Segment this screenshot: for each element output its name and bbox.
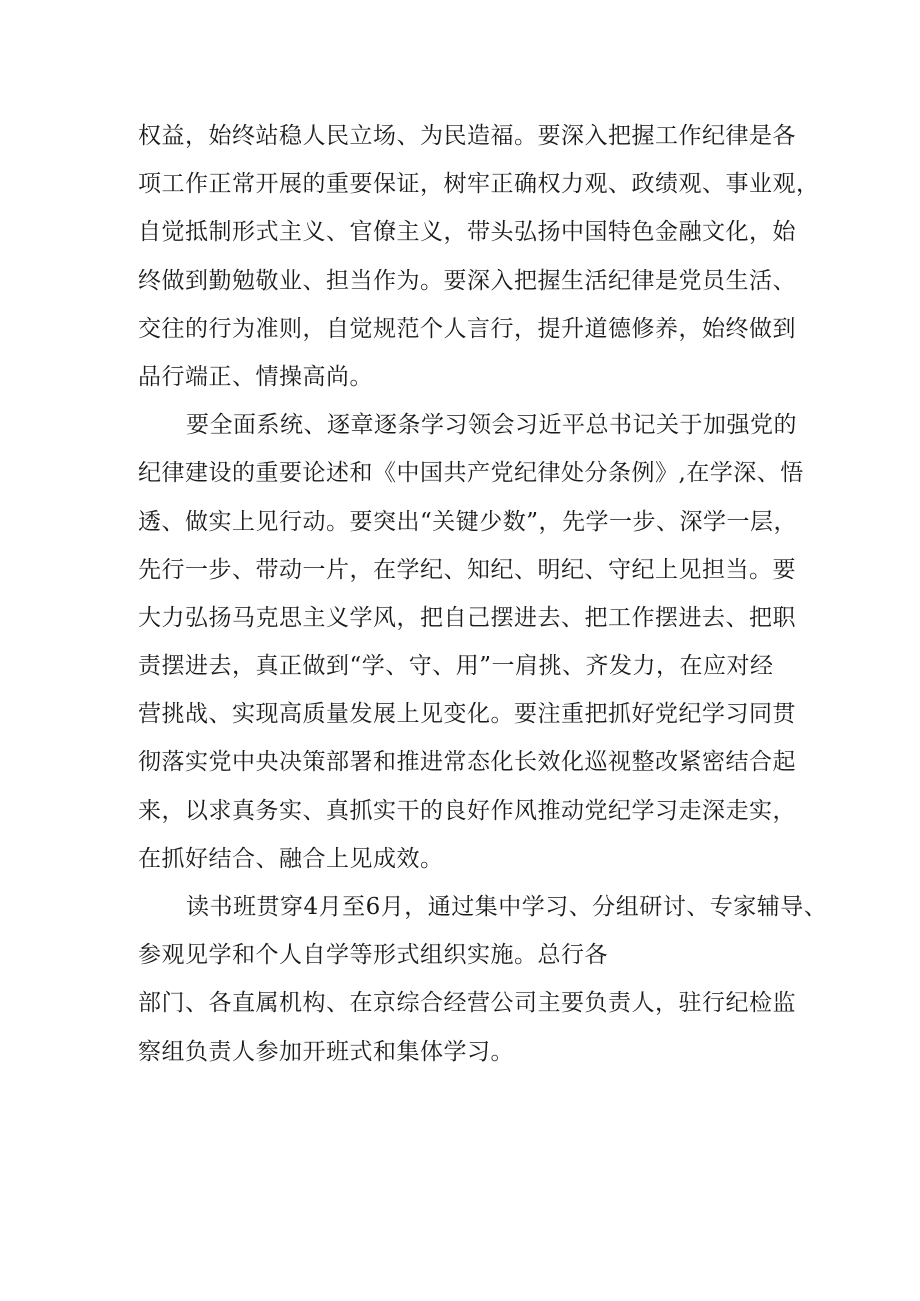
text-line: 透、做实上见行动。要突出“关键少数”，先学一步、深学一层， — [138, 508, 798, 535]
text-line: 自觉抵制形式主义、官僚主义，带头弘扬中国特色金融文化，始 — [138, 219, 796, 246]
text-line: 察组负责人参加开班式和集体学习。 — [138, 1038, 514, 1065]
text-line: 读书班贯穿4月至6月，通过集中学习、分组研讨、专家辅导、 — [186, 894, 828, 920]
text-line: 参观见学和个人自学等形式组织实施。总行各 — [138, 942, 608, 969]
text-line: 营挑战、实现高质量发展上见变化。要注重把抓好党纪学习同贯 — [138, 701, 796, 728]
text-line: 彻落实党中央决策部署和推进常态化长效化巡视整改紧密结合起 — [138, 749, 796, 776]
document-body — [138, 112, 828, 1076]
text-line: 先行一步、带动一片，在学纪、知纪、明纪、守纪上见担当。要 — [138, 556, 796, 583]
text-line: 交往的行为准则，自觉规范个人言行，提升道德修养，始终做到 — [138, 315, 796, 342]
text-line: 部门、各直属机构、在京综合经营公司主要负责人，驻行纪检监 — [138, 990, 796, 1017]
paragraph-1 — [138, 112, 820, 401]
text-line: 在抓好结合、融合上见成效。 — [138, 845, 444, 872]
text-line: 品行端正、情操高尚。 — [138, 363, 373, 390]
text-line: 来，以求真务实、真抓实干的良好作风推动党纪学习走深走实， — [138, 797, 796, 824]
text-line: 权益，始终站稳人民立场、为民造福。要深入把握工作纪律是各 — [138, 123, 796, 149]
text-line: 项工作正常开展的重要保证，树牢正确权力观、政绩观、事业观， — [138, 171, 820, 198]
text-line: 大力弘扬马克思主义学风，把自己摆进去、把工作摆进去、把职 — [138, 604, 796, 631]
text-line: 责摆进去，真正做到“学、守、用”一肩挑、齐发力，在应对经 — [138, 653, 774, 680]
paragraph-2 — [138, 401, 808, 883]
text-line: 纪律建设的重要论述和《中国共产党纪律处分条例》,在学深、悟 — [138, 460, 804, 487]
paragraph-3 — [138, 883, 828, 1076]
text-line: 终做到勤勉敬业、担当作为。要深入把握生活纪律是党员生活、 — [138, 267, 796, 294]
text-line: 要全面系统、逐章逐条学习领会习近平总书记关于加强党的 — [186, 412, 797, 439]
